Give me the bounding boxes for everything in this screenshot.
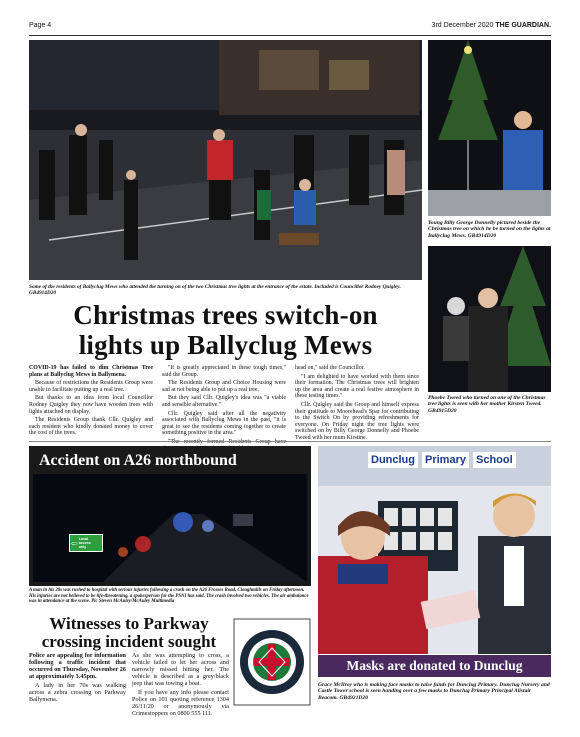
witnesses-paragraph: A lady in her 70s was walking across a zebra crossing on Parkway Ballymena. — [29, 682, 126, 703]
section-divider — [29, 441, 551, 442]
accident-caption: A man in his 20s was rushed to hospital with serious injuries following a crash on the A26 Frosses Road, Cloughmills on Friday afternoon. His injuries are not believed to be life-threatening, a spokesperson for the PSNI has said. The crash involved two vehicles. The air ambulance was in attendance at the scene. Pic Steven McAuley/McAuley Multimedia — [29, 588, 309, 605]
accident-title: Accident on A26 northbound — [39, 452, 237, 469]
story-column-3 — [295, 365, 419, 444]
masks-title: Masks are donated to Dunclug — [346, 658, 523, 673]
story-paragraph: The Residents Group and Choice Housing were sad at not being able to put up a real tree. — [162, 380, 286, 393]
issue-date: 3rd December 2020 — [431, 22, 494, 29]
story-paragraph: But thanks to an idea from local Councillor Rodney Quigley they now have wooden trees with lights attached on display. — [29, 395, 153, 415]
witnesses-headline — [29, 615, 229, 651]
story-paragraph: Cllr. Quigley said after all the negativity associated with Ballyclug Mews in the past, "it is great to see the residents coming together to create something positive in the area." — [162, 410, 286, 437]
school-sign-word: Primary — [422, 452, 469, 468]
masks-photo — [318, 446, 551, 654]
headline-line-1: Christmas trees switch-on — [73, 300, 378, 330]
sign-text: Local access only — [78, 537, 91, 549]
masthead: THE GUARDIAN. — [495, 22, 551, 29]
boy-tree-caption: Young Billy George Donnelly pictured beside the Christmas tree on which he be turned on the lights at Ballyclug Mews. GB4914D20 — [428, 220, 551, 239]
story-paragraph: "It is greatly appreciated in these tough times," said the Group. — [162, 365, 286, 378]
masks-title-bar — [318, 655, 551, 677]
story-paragraph: "I am delighted to have worked with them since their formation. The Christmas trees will brighten up the area and create a real festive atmosphere in these testing times." — [295, 373, 419, 400]
school-sign-word: Dunclug — [368, 452, 418, 468]
witnesses-column-2 — [132, 652, 229, 719]
school-sign-word: School — [473, 452, 516, 468]
story-paragraph: Because of restrictions the Residents Group were unable to facilitate putting up a real tree. — [29, 380, 153, 393]
crowd-photo — [29, 40, 422, 280]
boy-tree-photo — [428, 40, 551, 216]
witnesses-paragraph: If you have any info please contact Police on 101 quoting reference 1304 26/11/20 or anonymously via Crimestoppers on 0800 555 111. — [132, 689, 229, 717]
page-number: Page 4 — [29, 22, 52, 29]
local-access-sign — [69, 534, 103, 552]
headline — [29, 300, 422, 360]
witnesses-column-1 — [29, 652, 126, 705]
story-paragraph: Cllr. Quigley said the Group and himself express their gratitude to Moorehead's Spar for contributing to the Switch On by providing refreshments for everyone. On Friday night the tree lights were switched on by Billy George Donnelly and Phoebe Tweed with her mum Kirstine. — [295, 401, 419, 441]
story-paragraph: The Residents Group thank Cllr. Quigley and each resident who kindly donated money to cover the cost of the trees. — [29, 417, 153, 437]
story-lead: COVID-19 has failed to dim Christmas Tree plans at Ballyclug Mews in Ballymena. — [29, 365, 153, 378]
masks-caption: Grace McIlroy who is making face masks to raise funds for Dunclug Primary. Dunclug Nursery and Castle Tower school is seen handing over a few masks to Dunclug Primary Principal Alistair Beacom. GB4921D20 — [318, 682, 550, 701]
headline-line-2: lights up Ballyclug Mews — [78, 330, 373, 360]
story-column-1 — [29, 365, 153, 439]
witnesses-headline-line-2: crossing incident sought — [41, 632, 217, 651]
witnesses-paragraph: As she was attempting to cross, a vehicle failed to let her across and narrowly missed hitting her. The vehicle is described as a grey/black jeep that was towing a boat. — [132, 652, 229, 687]
mother-child-photo — [428, 246, 551, 392]
accident-photo — [33, 474, 307, 582]
witnesses-headline-line-1: Witnesses to Parkway — [49, 614, 209, 633]
header-rule — [29, 35, 551, 36]
story-paragraph: But they said Cllr. Quigley's idea was "a viable and sensible alternative." — [162, 395, 286, 408]
mother-child-caption: Phoebe Tweed who turned on one of the Christmas tree lights is seen with her mother Kirsten Tweed. GB4915D20 — [428, 395, 546, 414]
story-paragraph: head on," said the Councillor. — [295, 365, 365, 371]
accident-box — [29, 446, 311, 586]
sign-arrow-icon: ⇦ — [71, 538, 78, 548]
crowd-caption: Some of the residents of Ballyclug Mews who attended the turning on of the two Christmas tree lights at the entrance of the estate. Included is Councillor Rodney Quigley. GB4914D20 — [29, 284, 401, 297]
school-sign — [368, 452, 516, 468]
witnesses-lead: Police are appealing for information following a traffic incident that occurred on Thursday, November 26 at approximately 3.45pm. — [29, 652, 126, 680]
page-date — [432, 22, 551, 29]
psni-logo — [233, 618, 311, 706]
